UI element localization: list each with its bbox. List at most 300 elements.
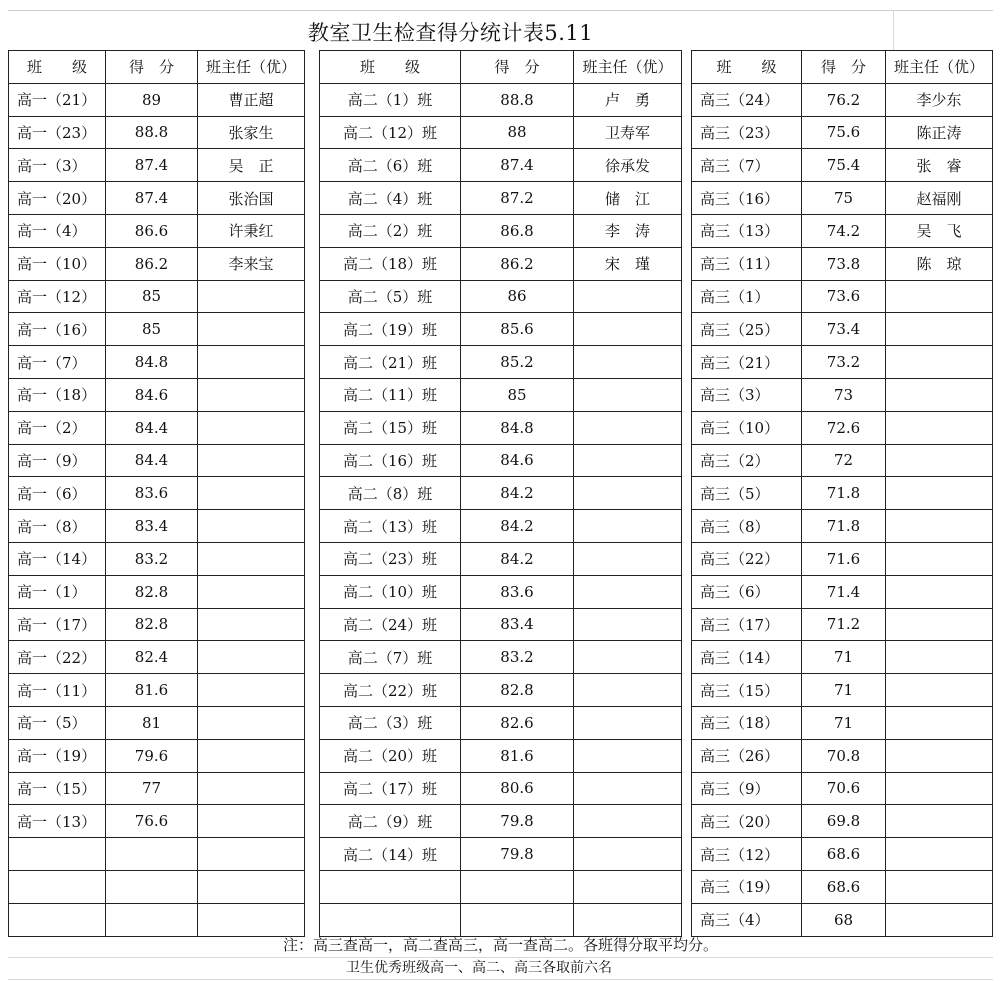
table-row [320,444,682,477]
header-class: 班 级 [9,51,106,84]
table-row [9,739,305,772]
class-cell: 高二（23）班 [320,542,461,575]
score-cell: 79.6 [106,739,198,772]
teacher-cell [198,870,305,903]
class-cell: 高二（10）班 [320,575,461,608]
class-cell: 高一（20） [9,182,106,215]
table-row [320,641,682,674]
score-cell: 76.6 [106,805,198,838]
class-cell: 高三（14） [692,641,802,674]
class-cell: 高二（13）班 [320,510,461,543]
footnote: 注：高三查高一，高二查高三，高一查高二。各班得分取平均分。 [8,933,993,958]
table-row [320,838,682,871]
teacher-cell [574,313,682,346]
table-row [692,378,993,411]
class-cell: 高二（8）班 [320,477,461,510]
score-cell: 83.2 [461,641,574,674]
table-row [692,411,993,444]
class-cell: 高一（14） [9,542,106,575]
table-row [9,641,305,674]
score-cell: 75.6 [802,116,886,149]
teacher-cell [198,510,305,543]
teacher-cell: 卫寿军 [574,116,682,149]
teacher-cell [574,838,682,871]
class-cell: 高二（14）班 [320,838,461,871]
score-cell: 87.4 [106,149,198,182]
table-row [320,214,682,247]
class-cell: 高二（7）班 [320,641,461,674]
score-cell: 86.2 [461,247,574,280]
teacher-cell: 吴 正 [198,149,305,182]
table-row [9,444,305,477]
class-cell: 高三（21） [692,346,802,379]
teacher-cell [886,575,993,608]
table-row [320,805,682,838]
table-row [692,575,993,608]
score-grid [8,50,993,933]
teacher-cell [574,378,682,411]
class-cell: 高三（18） [692,706,802,739]
score-cell: 77 [106,772,198,805]
score-cell: 69.8 [802,805,886,838]
class-cell: 高三（12） [692,838,802,871]
teacher-cell: 徐承发 [574,149,682,182]
score-cell: 82.8 [106,608,198,641]
table-row [692,641,993,674]
table-row [692,83,993,116]
table-row [9,903,305,936]
class-cell: 高三（15） [692,674,802,707]
teacher-cell [886,772,993,805]
teacher-cell [198,772,305,805]
teacher-cell [886,346,993,379]
teacher-cell: 李来宝 [198,247,305,280]
table-row [9,346,305,379]
teacher-cell [886,313,993,346]
table-row [320,510,682,543]
class-cell: 高三（24） [692,83,802,116]
score-cell: 71.8 [802,510,886,543]
score-cell: 73.2 [802,346,886,379]
class-cell: 高二（20）班 [320,739,461,772]
table-row [9,214,305,247]
score-cell: 88 [461,116,574,149]
class-cell: 高三（5） [692,477,802,510]
grade3-rows [692,83,993,936]
score-cell: 75.4 [802,149,886,182]
score-cell: 82.6 [461,706,574,739]
score-cell: 83.2 [106,542,198,575]
table-row [320,411,682,444]
score-cell: 84.4 [106,411,198,444]
teacher-cell [574,444,682,477]
class-cell: 高二（12）班 [320,116,461,149]
teacher-cell [198,346,305,379]
table-row [692,149,993,182]
teacher-cell [198,805,305,838]
teacher-cell [574,706,682,739]
table-row [9,575,305,608]
grade2-rows [320,83,682,936]
score-cell: 84.8 [461,411,574,444]
table-row [692,674,993,707]
table-row [9,870,305,903]
class-cell: 高一（5） [9,706,106,739]
header-score: 得 分 [461,51,574,84]
table-row [692,739,993,772]
score-cell [461,870,574,903]
table-row [9,706,305,739]
table-row [320,280,682,313]
score-cell: 81.6 [106,674,198,707]
class-cell: 高二（15）班 [320,411,461,444]
teacher-cell [886,739,993,772]
score-cell: 87.4 [461,149,574,182]
header-teacher: 班主任（优） [886,51,993,84]
table-row [692,772,993,805]
score-cell: 84.6 [461,444,574,477]
teacher-cell: 陈正涛 [886,116,993,149]
class-cell [9,903,106,936]
score-cell: 84.8 [106,346,198,379]
score-cell: 73.8 [802,247,886,280]
score-cell: 88.8 [106,116,198,149]
title-row [8,10,993,51]
table-row [320,477,682,510]
teacher-cell [886,477,993,510]
score-cell: 82.4 [106,641,198,674]
header-row [320,51,682,84]
grade1-table [8,50,305,937]
header-row [9,51,305,84]
table-row [320,575,682,608]
teacher-cell: 赵福刚 [886,182,993,215]
class-cell: 高二（3）班 [320,706,461,739]
grade2-table [319,50,682,937]
table-row [692,903,993,936]
teacher-cell [198,641,305,674]
teacher-cell [198,444,305,477]
class-cell: 高一（13） [9,805,106,838]
teacher-cell [886,706,993,739]
class-cell: 高一（17） [9,608,106,641]
table-row [9,674,305,707]
teacher-cell [198,739,305,772]
score-cell: 76.2 [802,83,886,116]
score-cell: 85 [106,313,198,346]
class-cell [320,903,461,936]
table-row [320,116,682,149]
class-cell: 高二（5）班 [320,280,461,313]
table-row [9,149,305,182]
teacher-cell: 李少东 [886,83,993,116]
teacher-cell [886,378,993,411]
score-cell: 84.4 [106,444,198,477]
teacher-cell: 曹正超 [198,83,305,116]
teacher-cell [574,575,682,608]
teacher-cell [886,444,993,477]
class-cell: 高三（6） [692,575,802,608]
class-cell: 高二（6）班 [320,149,461,182]
teacher-cell [574,805,682,838]
score-cell: 85.2 [461,346,574,379]
teacher-cell [886,838,993,871]
class-cell: 高二（16）班 [320,444,461,477]
table-row [9,805,305,838]
score-cell: 68.6 [802,870,886,903]
table-row [692,542,993,575]
class-cell: 高二（22）班 [320,674,461,707]
table-row [692,280,993,313]
footnote-2-text: 卫生优秀班级高一、高二、高三各取前六名 [346,960,612,976]
score-cell: 73 [802,378,886,411]
table-row [692,706,993,739]
class-cell: 高一（9） [9,444,106,477]
class-cell: 高三（22） [692,542,802,575]
table-row [320,83,682,116]
class-cell: 高一（21） [9,83,106,116]
teacher-cell [574,477,682,510]
class-cell: 高一（22） [9,641,106,674]
score-sheet [8,10,993,976]
score-cell: 82.8 [461,674,574,707]
class-cell: 高二（17）班 [320,772,461,805]
score-cell: 73.6 [802,280,886,313]
score-cell: 71 [802,641,886,674]
class-cell: 高一（8） [9,510,106,543]
teacher-cell [574,903,682,936]
table-row [692,444,993,477]
teacher-cell [198,378,305,411]
teacher-cell [574,542,682,575]
class-cell [9,838,106,871]
table-row [9,608,305,641]
class-cell: 高一（2） [9,411,106,444]
teacher-cell [886,542,993,575]
class-cell: 高三（1） [692,280,802,313]
table-row [320,182,682,215]
score-cell: 73.4 [802,313,886,346]
class-cell: 高一（6） [9,477,106,510]
teacher-cell [198,313,305,346]
score-cell: 71.2 [802,608,886,641]
score-cell: 79.8 [461,838,574,871]
table-row [9,772,305,805]
teacher-cell [574,641,682,674]
teacher-cell: 许秉红 [198,214,305,247]
score-cell: 86.6 [106,214,198,247]
score-cell: 83.4 [461,608,574,641]
class-cell: 高二（18）班 [320,247,461,280]
table-row [9,510,305,543]
table-row [692,510,993,543]
score-cell: 85.6 [461,313,574,346]
teacher-cell [198,575,305,608]
table-row [320,706,682,739]
table-row [320,903,682,936]
class-cell: 高二（4）班 [320,182,461,215]
score-cell: 68 [802,903,886,936]
teacher-cell [886,608,993,641]
score-cell: 74.2 [802,214,886,247]
footnote-2 [8,957,993,980]
teacher-cell [886,510,993,543]
header-class: 班 级 [320,51,461,84]
score-cell: 79.8 [461,805,574,838]
score-cell [106,870,198,903]
table-row [320,772,682,805]
score-cell: 75 [802,182,886,215]
table-row [320,739,682,772]
table-row [9,477,305,510]
class-cell: 高一（23） [9,116,106,149]
class-cell: 高一（16） [9,313,106,346]
class-cell: 高二（24）班 [320,608,461,641]
table-row [692,247,993,280]
class-cell: 高二（9）班 [320,805,461,838]
teacher-cell: 张家生 [198,116,305,149]
header-teacher: 班主任（优） [198,51,305,84]
teacher-cell: 陈 琼 [886,247,993,280]
teacher-cell [574,510,682,543]
score-cell: 81.6 [461,739,574,772]
class-cell: 高二（11）班 [320,378,461,411]
teacher-cell [574,346,682,379]
teacher-cell [198,542,305,575]
teacher-cell [198,838,305,871]
table-row [692,477,993,510]
score-cell: 80.6 [461,772,574,805]
class-cell: 高二（1）班 [320,83,461,116]
teacher-cell [198,477,305,510]
class-cell: 高三（19） [692,870,802,903]
class-cell: 高三（9） [692,772,802,805]
header-row [692,51,993,84]
table-row [692,346,993,379]
score-cell: 72 [802,444,886,477]
score-cell: 85 [106,280,198,313]
table-row [320,608,682,641]
score-cell: 88.8 [461,83,574,116]
class-cell: 高二（2）班 [320,214,461,247]
teacher-cell [198,674,305,707]
table-row [692,838,993,871]
score-cell: 87.2 [461,182,574,215]
score-cell: 84.2 [461,510,574,543]
score-cell: 83.4 [106,510,198,543]
table-row [320,313,682,346]
table-row [320,674,682,707]
class-cell: 高三（8） [692,510,802,543]
score-cell: 71.6 [802,542,886,575]
score-cell: 84.2 [461,477,574,510]
teacher-cell [198,280,305,313]
class-cell: 高三（4） [692,903,802,936]
header-score: 得 分 [802,51,886,84]
table-row [9,83,305,116]
score-cell: 72.6 [802,411,886,444]
teacher-cell [198,706,305,739]
class-cell: 高二（21）班 [320,346,461,379]
title-cell-divider [893,11,894,51]
class-cell: 高一（3） [9,149,106,182]
table-row [9,838,305,871]
table-row [9,378,305,411]
teacher-cell: 李 涛 [574,214,682,247]
grade3-table [691,50,993,937]
grade1-rows [9,83,305,936]
teacher-cell: 宋 瑾 [574,247,682,280]
class-cell: 高一（15） [9,772,106,805]
teacher-cell [198,608,305,641]
class-cell: 高二（19）班 [320,313,461,346]
teacher-cell [886,641,993,674]
table-row [320,542,682,575]
table-row [9,182,305,215]
header-score: 得 分 [106,51,198,84]
teacher-cell [574,772,682,805]
table-row [320,346,682,379]
table-row [9,280,305,313]
score-cell: 71 [802,706,886,739]
table-row [692,182,993,215]
score-cell: 84.6 [106,378,198,411]
class-cell: 高一（4） [9,214,106,247]
class-cell [320,870,461,903]
table-row [320,149,682,182]
class-cell: 高三（17） [692,608,802,641]
teacher-cell [886,870,993,903]
table-row [320,378,682,411]
teacher-cell: 吴 飞 [886,214,993,247]
class-cell: 高三（3） [692,378,802,411]
class-cell: 高三（11） [692,247,802,280]
class-cell [9,870,106,903]
class-cell: 高三（26） [692,739,802,772]
score-cell: 70.6 [802,772,886,805]
teacher-cell: 储 江 [574,182,682,215]
score-cell: 84.2 [461,542,574,575]
teacher-cell: 卢 勇 [574,83,682,116]
teacher-cell [198,411,305,444]
table-row [692,805,993,838]
teacher-cell [886,280,993,313]
table-row [320,247,682,280]
table-row [692,313,993,346]
score-cell: 87.4 [106,182,198,215]
class-cell: 高一（19） [9,739,106,772]
score-cell: 83.6 [106,477,198,510]
teacher-cell [574,674,682,707]
score-cell: 86.2 [106,247,198,280]
table-row [692,870,993,903]
score-cell: 86 [461,280,574,313]
table-row [692,608,993,641]
class-cell: 高一（7） [9,346,106,379]
teacher-cell: 张治国 [198,182,305,215]
class-cell: 高三（13） [692,214,802,247]
header-class: 班 级 [692,51,802,84]
score-cell: 82.8 [106,575,198,608]
class-cell: 高一（12） [9,280,106,313]
table-row [9,116,305,149]
table-row [9,411,305,444]
class-cell: 高一（10） [9,247,106,280]
class-cell: 高三（2） [692,444,802,477]
table-row [9,247,305,280]
table-row [692,116,993,149]
teacher-cell [886,674,993,707]
